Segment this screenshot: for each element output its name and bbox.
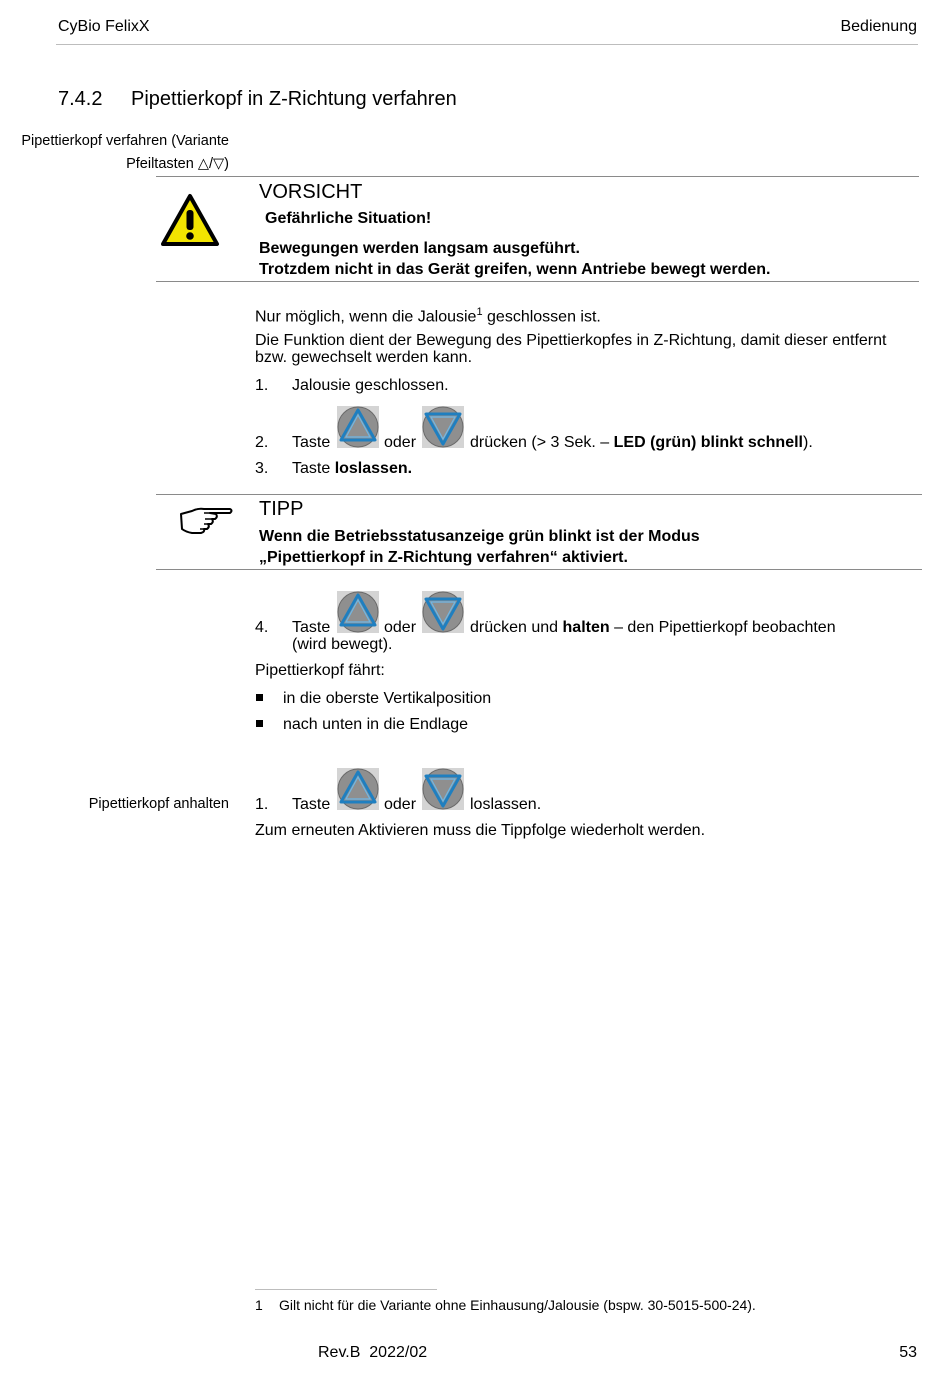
section-title: Pipettierkopf in Z-Richtung verfahren	[131, 88, 457, 110]
step-3-instruction	[292, 460, 412, 478]
caution-top-rule	[156, 176, 919, 177]
caution-bottom-rule	[156, 281, 919, 282]
step-4-number: 4.	[255, 619, 269, 636]
step-2-label: Taste	[292, 434, 331, 451]
intro-paragraph-1	[255, 303, 601, 326]
tip-line2: „Pipettierkopf in Z-Richtung verfahren“ aktiviert.	[259, 549, 628, 566]
step-2-number: 2.	[255, 434, 269, 451]
arrow-down-key-icon	[422, 406, 464, 448]
footnote-text: Gilt nicht für die Variante ohne Einhausung/Jalousie (bspw. 30-5015-500-24).	[279, 1297, 756, 1313]
step-2-tail: ).	[802, 434, 813, 451]
step-4-label: Taste	[292, 619, 331, 636]
caution-line1: Bewegungen werden langsam ausgeführt.	[259, 240, 580, 257]
header-product: CyBio FelixX	[58, 18, 150, 35]
arrow-down-key-icon	[422, 768, 464, 810]
step-1-number: 1.	[255, 377, 269, 394]
step-4-text: drücken und	[470, 619, 563, 636]
tip-title: TIPP	[259, 498, 304, 520]
step-4-line2: (wird bewegt).	[292, 636, 393, 653]
caution-line2: Trotzdem nicht in das Gerät greifen, wenn Antriebe bewegt werden.	[259, 261, 771, 278]
step-4-instruction	[470, 619, 836, 637]
arrow-up-key-icon	[337, 768, 379, 810]
bullet-marker	[256, 720, 263, 727]
movement-intro: Pipettierkopf fährt:	[255, 662, 385, 679]
step-2-or: oder	[384, 434, 417, 451]
side-label-move-line2: Pfeiltasten △/▽)	[126, 156, 229, 172]
step-3-label: Taste	[292, 460, 335, 477]
movement-item-top: in die oberste Vertikalposition	[283, 690, 492, 707]
stop-step-or: oder	[384, 796, 417, 813]
step-4-hold: halten	[562, 619, 610, 636]
arrow-up-key-icon	[337, 406, 379, 448]
header-rule	[56, 44, 918, 45]
intro-p1-text: Nur möglich, wenn die Jalousie	[255, 308, 477, 326]
stop-step-release: loslassen.	[470, 796, 542, 813]
header-chapter: Bedienung	[840, 18, 917, 35]
step-3-release: loslassen.	[334, 460, 413, 477]
stop-step-label: Taste	[292, 796, 331, 813]
bullet-marker	[256, 694, 263, 701]
side-label-stop: Pipettierkopf anhalten	[88, 796, 229, 812]
caution-subtitle: Gefährliche Situation!	[265, 210, 432, 227]
step-4-or: oder	[384, 619, 417, 636]
footnote-ref: 1	[476, 306, 483, 318]
footer-revision: Rev.B 2022/02	[318, 1344, 428, 1361]
page-number: 53	[899, 1344, 917, 1361]
step-2-instruction	[470, 434, 813, 452]
caution-title: VORSICHT	[259, 181, 363, 203]
stop-step-number: 1.	[255, 796, 269, 813]
footnote-number: 1	[255, 1297, 263, 1313]
repeat-note: Zum erneuten Aktivieren muss die Tippfolge wiederholt werden.	[255, 822, 706, 839]
tip-top-rule	[156, 494, 922, 495]
step-2-text: drücken (> 3 Sek. –	[470, 434, 614, 451]
movement-item-bottom: nach unten in die Endlage	[283, 716, 469, 733]
footnote-rule	[255, 1289, 437, 1290]
pointing-hand-icon	[178, 504, 234, 536]
step-4-tail: – den Pipettierkopf beobachten	[609, 619, 836, 636]
step-3-number: 3.	[255, 460, 269, 477]
intro-p2-line2: bzw. gewechselt werden kann.	[255, 349, 473, 366]
section-number: 7.4.2	[58, 88, 103, 110]
arrow-up-key-icon	[337, 591, 379, 633]
side-label-move-line1: Pipettierkopf verfahren (Variante	[21, 133, 229, 149]
warning-triangle-icon	[160, 193, 220, 248]
tip-line1: Wenn die Betriebsstatusanzeige grün blinkt ist der Modus	[259, 528, 700, 545]
intro-p2-line1: Die Funktion dient der Bewegung des Pipettierkopfes in Z-Richtung, damit dieser entfernt	[255, 332, 887, 349]
step-1-text: Jalousie geschlossen.	[292, 377, 449, 394]
arrow-down-key-icon	[422, 591, 464, 633]
intro-p1-tail: geschlossen ist.	[482, 308, 601, 326]
step-2-led-status: LED (grün) blinkt schnell	[613, 434, 803, 451]
tip-bottom-rule	[156, 569, 922, 570]
